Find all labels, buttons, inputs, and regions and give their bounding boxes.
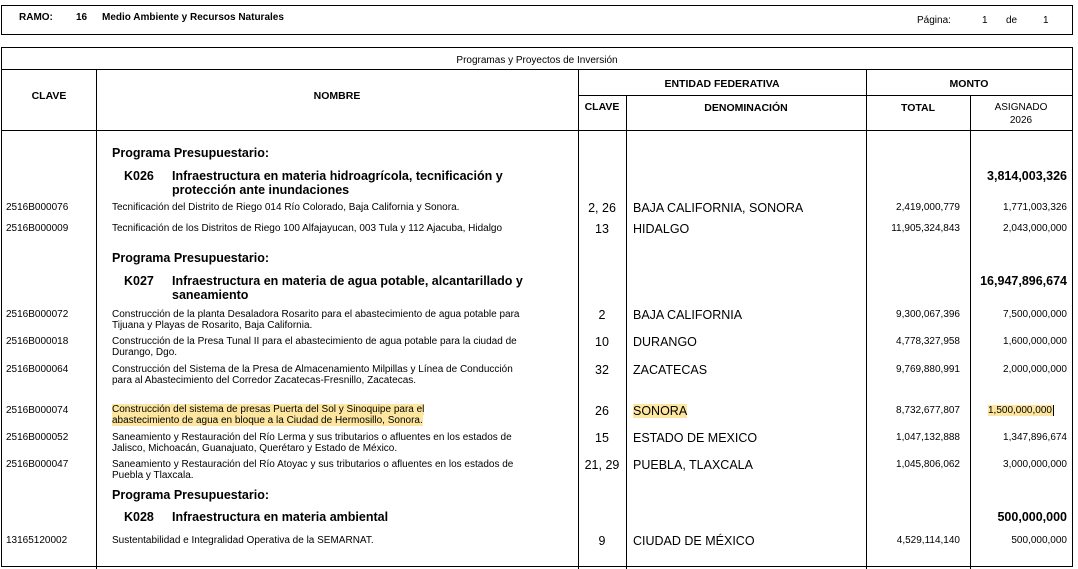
row-clave: 2516B000018 xyxy=(6,336,69,347)
rule xyxy=(578,95,1072,96)
sub-asignado-header: ASIGNADO xyxy=(994,102,1048,113)
row-asignado: 3,000,000,000 xyxy=(1003,459,1067,470)
program-title: Infraestructura en materia ambiental xyxy=(172,510,389,524)
row-denominacion: BAJA CALIFORNIA, SONORA xyxy=(633,201,804,215)
row-total: 1,045,806,062 xyxy=(896,459,960,470)
table-title: Programas y Proyectos de Inversión xyxy=(456,55,618,66)
row-nombre-highlighted xyxy=(112,404,484,426)
col-monto-header: MONTO xyxy=(949,78,989,90)
sub-total-header: TOTAL xyxy=(900,102,936,114)
pagina-number: 1 xyxy=(982,15,988,26)
col-nombre-header: NOMBRE xyxy=(313,90,361,102)
row-denominacion: DURANGO xyxy=(633,335,697,349)
row-total: 8,732,677,807 xyxy=(896,405,960,416)
program-label: Programa Presupuestario: xyxy=(112,488,269,502)
pagina-label: Página: xyxy=(917,15,951,26)
row-ent-clave: 9 xyxy=(598,534,606,548)
row-total: 2,419,000,779 xyxy=(896,202,960,213)
row-ent-clave: 2, 26 xyxy=(588,201,616,215)
row-asignado: 7,500,000,000 xyxy=(1003,309,1067,320)
row-clave: 2516B000076 xyxy=(6,202,69,213)
row-clave: 2516B000072 xyxy=(6,309,69,320)
de-label: de xyxy=(1006,15,1018,26)
row-nombre: Construcción de la planta Desaladora Rosarito para el abastecimiento de agua potable para Tijuana y Playas de Rosarito, Baja California. xyxy=(112,309,520,331)
row-nombre: Construcción del Sistema de la Presa de Almacenamiento Milpillas y Línea de Conducción para al Abastecimiento del Corredor Zacatecas-Fresnillo, Zacatecas. xyxy=(112,364,513,386)
row-denominacion: PUEBLA, TLAXCALA xyxy=(633,458,753,472)
sub-year-header: 2026 xyxy=(1009,115,1033,126)
program-label: Programa Presupuestario: xyxy=(112,146,269,160)
pagina-total: 1 xyxy=(1043,15,1049,26)
row-denominacion: HIDALGO xyxy=(633,222,690,236)
row-total: 9,300,067,396 xyxy=(896,309,960,320)
sub-clave-header: CLAVE xyxy=(584,101,620,113)
row-total: 9,769,880,991 xyxy=(896,364,960,375)
row-denominacion: CIUDAD DE MÉXICO xyxy=(633,534,755,548)
investment-table xyxy=(1,47,1073,567)
sub-denominacion-header: DENOMINACIÓN xyxy=(704,102,788,114)
row-clave: 2516B000064 xyxy=(6,364,69,375)
row-ent-clave: 2 xyxy=(598,308,606,322)
row-clave: 2516B000074 xyxy=(6,405,69,416)
col-entidad-header: ENTIDAD FEDERATIVA xyxy=(664,78,780,90)
rule xyxy=(96,69,97,569)
row-ent-clave: 15 xyxy=(595,431,609,445)
program-amount: 16,947,896,674 xyxy=(980,274,1067,288)
row-clave: 2516B000047 xyxy=(6,459,69,470)
program-amount: 3,814,003,326 xyxy=(987,169,1067,183)
row-asignado: 500,000,000 xyxy=(1011,535,1067,546)
rule xyxy=(2,69,1072,70)
row-nombre: Sustentabilidad e Integralidad Operativa de la SEMARNAT. xyxy=(112,535,374,546)
row-total: 4,778,327,958 xyxy=(896,336,960,347)
row-asignado: 2,000,000,000 xyxy=(1003,364,1067,375)
row-total: 4,529,114,140 xyxy=(896,535,960,546)
row-clave: 2516B000052 xyxy=(6,432,69,443)
row-total: 11,905,324,843 xyxy=(891,223,960,234)
ramo-label: RAMO: xyxy=(19,12,53,23)
row-asignado: 2,043,000,000 xyxy=(1003,223,1067,234)
row-denominacion: ZACATECAS xyxy=(633,363,708,377)
row-nombre: Saneamiento y Restauración del Río Lerma y sus tributarios o afluentes en los estados de Jalisco, Michoacán, Guanajuato, Querétaro y Estado de México. xyxy=(112,432,512,454)
row-nombre: Tecnificación de los Distritos de Riego 100 Alfajayucan, 003 Tula y 112 Ajacuba, Hidalgo xyxy=(112,223,503,234)
row-ent-clave: 26 xyxy=(595,404,609,418)
row-denominacion: ESTADO DE MEXICO xyxy=(633,431,758,445)
rule xyxy=(2,130,1072,131)
row-asignado: 1,500,000,000 xyxy=(988,405,1052,416)
row-asignado: 1,600,000,000 xyxy=(1003,336,1067,347)
program-title: Infraestructura en materia hidroagrícola, tecnificación y protección ante inundaciones xyxy=(172,169,503,197)
row-ent-clave: 21, 29 xyxy=(584,458,620,472)
row-nombre: Construcción del sistema de presas Puerta del Sol y Sinoquipe para el abastecimiento de agua en bloque a la Ciudad de Hermosillo, Sonora. xyxy=(112,404,425,426)
row-asignado: 1,347,896,674 xyxy=(1003,432,1067,443)
row-clave: 2516B000009 xyxy=(6,223,69,234)
report-header xyxy=(1,5,1073,35)
program-code: K026 xyxy=(124,169,154,183)
row-asignado: 1,771,003,326 xyxy=(1003,202,1067,213)
row-nombre: Saneamiento y Restauración del Río Atoyac y sus tributarios o afluentes en los estados de Puebla y Tlaxcala. xyxy=(112,459,514,481)
program-title: Infraestructura en materia de agua potable, alcantarillado y saneamiento xyxy=(172,274,523,302)
col-clave-header: CLAVE xyxy=(31,90,67,102)
program-code: K027 xyxy=(124,274,154,288)
program-label: Programa Presupuestario: xyxy=(112,251,269,265)
row-ent-clave: 13 xyxy=(595,222,609,236)
program-amount: 500,000,000 xyxy=(997,510,1067,524)
row-ent-clave: 10 xyxy=(595,335,609,349)
row-denominacion: SONORA xyxy=(633,404,688,418)
row-nombre: Tecnificación del Distrito de Riego 014 Río Colorado, Baja California y Sonora. xyxy=(112,202,460,213)
rule xyxy=(626,95,627,569)
row-clave: 13165120002 xyxy=(6,535,68,546)
row-nombre: Construcción de la Presa Tunal II para el abastecimiento de agua potable para la ciudad de Durango, Dgo. xyxy=(112,336,517,358)
row-ent-clave: 32 xyxy=(595,363,609,377)
row-total: 1,047,132,888 xyxy=(896,432,960,443)
program-code: K028 xyxy=(124,510,154,524)
rule xyxy=(970,95,971,569)
ramo-number: 16 xyxy=(76,12,88,23)
ramo-name: Medio Ambiente y Recursos Naturales xyxy=(102,12,284,23)
row-denominacion: BAJA CALIFORNIA xyxy=(633,308,743,322)
